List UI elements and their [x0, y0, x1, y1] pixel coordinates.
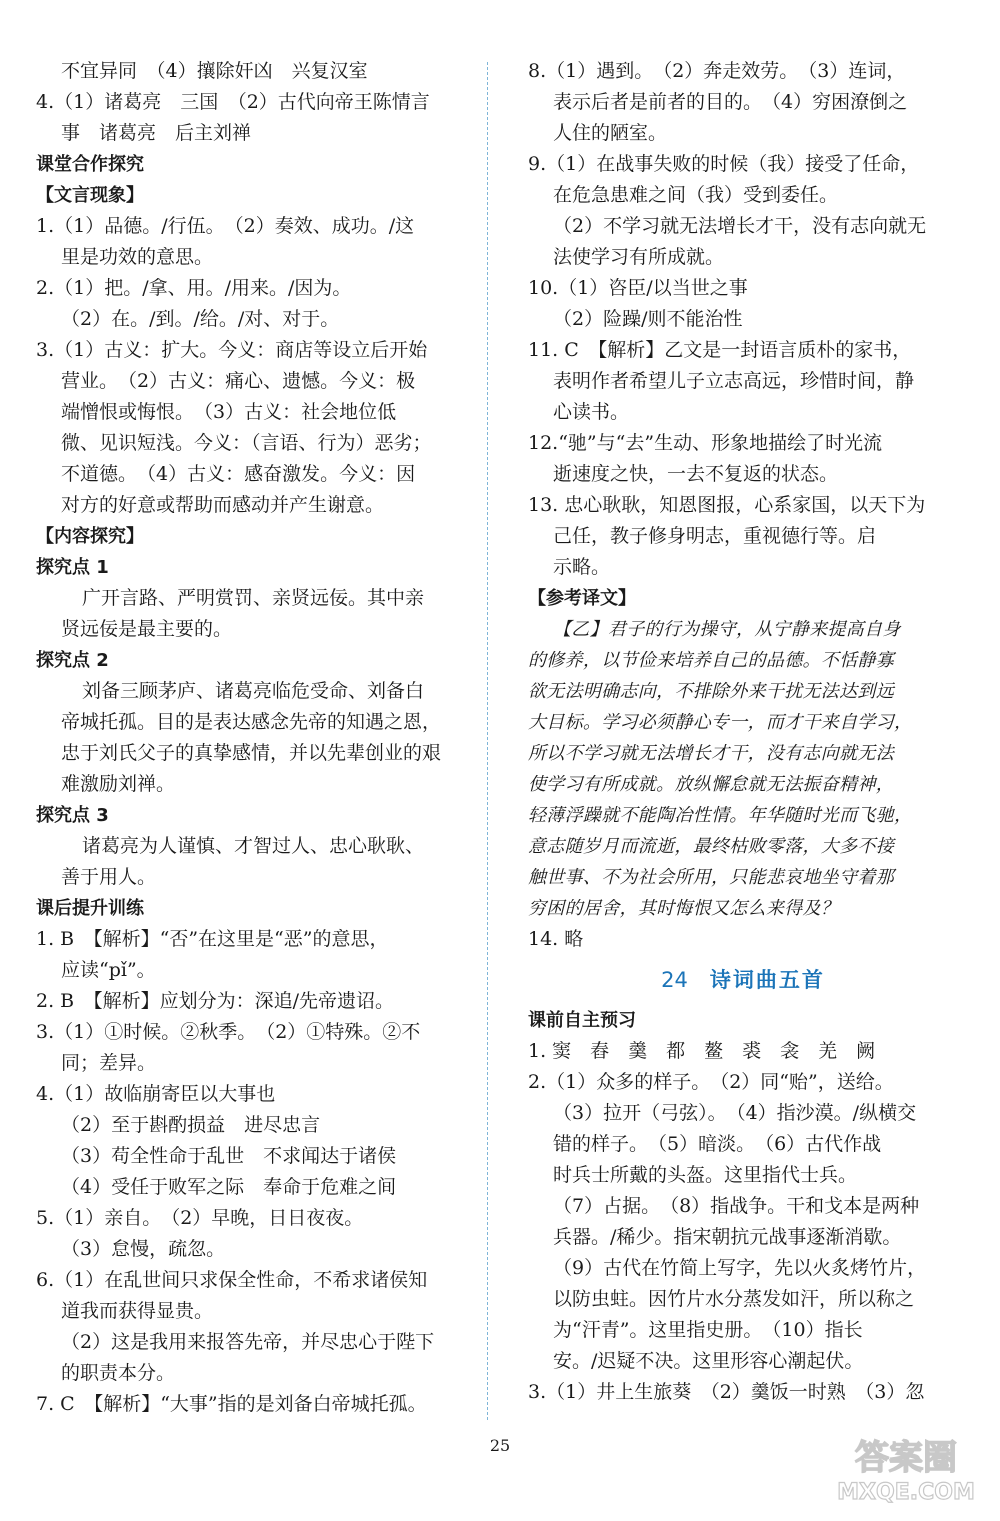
text-line: 同；差异。 [61, 1052, 157, 1074]
text-line: 微、见识短浅。今义：（言语、行为）恶劣； [61, 432, 432, 454]
text-line: 7. C 【解析】“大事”指的是刘备白帝城托孤。 [36, 1393, 427, 1415]
section-heading: 【内容探究】 [36, 526, 144, 547]
text-line: 难激励刘禅。 [61, 773, 176, 795]
watermark-top-text: 答案圈 [855, 1438, 957, 1478]
section-heading: 课前自主预习 [528, 1010, 636, 1031]
text-line: 11. C 【解析】乙文是一封语言质朴的家书， [528, 339, 912, 361]
text-line: 以防虫蛀。因竹片水分蒸发如汗，所以称之 [553, 1288, 915, 1310]
text-line: 使学习有所成就。放纵懈怠就无法振奋精神， [528, 774, 894, 795]
text-line: （3）苟全性命于乱世 不求闻达于诸侯 [61, 1145, 397, 1167]
text-line: 错的样子。 （5）暗淡。 （6）古代作战 [553, 1133, 882, 1155]
text-line: 诸葛亮为人谨慎、才智过人、忠心耿耿、 [82, 835, 425, 857]
text-line: 营业。 （2）古义：痛心、遗憾。今义：极 [61, 370, 416, 392]
watermark-bottom-text: MXQE.COM [837, 1480, 975, 1505]
text-line: 安。/迟疑不决。这里形容心潮起伏。 [553, 1350, 864, 1372]
text-line: （3）拉开（弓弦）。 （4）指沙漠。/纵横交 [553, 1102, 917, 1124]
text-line: 8.（1）遇到。 （2）奔走效劳。 （3）连词， [528, 60, 906, 82]
section-heading: 探究点 3 [36, 805, 109, 826]
left-column [36, 56, 466, 1420]
right-column [528, 56, 958, 1408]
text-line: （4）受任于败军之际 奉命于危难之间 [61, 1176, 397, 1198]
page-number: 25 [489, 1436, 511, 1455]
text-line: 14. 略 [528, 928, 584, 950]
text-line: 6.（1）在乱世间只求保全性命，不希求诸侯知 [36, 1269, 428, 1291]
text-line: 13. 忠心耿耿，知恩图报，心系家国，以天下为 [528, 494, 926, 516]
text-line: 1. B 【解析】“否”在这里是“恶”的意思， [36, 928, 389, 950]
text-line: （3）怠慢，疏忽。 [61, 1238, 226, 1260]
text-line: 穷困的居舍，其时悔恨又怎么来得及？ [528, 898, 840, 919]
text-line: 5.（1）亲自。 （2）早晚，日日夜夜。 [36, 1207, 364, 1229]
text-line: 3.（1）①时候。②秋季。 （2）①特殊。②不 [36, 1021, 421, 1043]
lesson-number: 24 [661, 968, 688, 992]
text-line: 意志随岁月而流逝，最终枯败零落，大多不接 [528, 836, 894, 857]
section-heading: 探究点 2 [36, 650, 109, 671]
text-line: 12.“驰”与“去”生动、形象地描绘了时光流 [528, 432, 883, 454]
text-line: 2.（1）众多的样子。 （2）同“贻”，送给。 [528, 1071, 894, 1093]
text-line: 己任，教子修身明志，重视德行等。启 [553, 525, 877, 547]
text-line: 10.（1）咨臣/以当世之事 [528, 277, 748, 299]
text-line: 轻薄浮躁就不能陶冶性情。年华随时光而飞驰， [528, 805, 913, 826]
text-line: 的职责本分。 [61, 1362, 176, 1384]
text-line: 忠于刘氏父子的真挚感情，并以先辈创业的艰 [61, 742, 442, 764]
text-line: 大目标。学习必须静心专一，而才干来自学习， [528, 712, 913, 733]
text-line: 刘备三顾茅庐、诸葛亮临危受命、刘备白 [82, 680, 425, 702]
text-line: （7）占据。 （8）指战争。干和戈本是两种 [553, 1195, 920, 1217]
text-line: 帝城托孤。目的是表达感念先帝的知遇之恩， [61, 711, 442, 733]
text-line: 为“汗青”。这里指史册。 （10）指长 [553, 1319, 863, 1341]
text-line: 2.（1）把。/拿、用。/用来。/因为。 [36, 277, 352, 299]
text-line: 触世事、不为社会所用，只能悲哀地坐守着那 [528, 867, 894, 888]
section-heading: 【参考译文】 [528, 588, 636, 609]
column-divider [487, 62, 488, 1420]
text-line: 4.（1）故临崩寄臣以大事也 [36, 1083, 276, 1105]
text-line: 欲无法明确志向，不排除外来干扰无法达到远 [528, 681, 894, 702]
text-line: （9）古代在竹简上写字，先以火炙烤竹片， [553, 1257, 927, 1279]
text-line: 3.（1）井上生旅葵 （2）羹饭一时熟 （3）忽 [528, 1381, 925, 1403]
text-line: 1. 窦 舂 羹 都 鳌 裘 衾 羌 阙 [528, 1040, 876, 1062]
right-column-preview [528, 1005, 958, 1408]
text-line: 善于用人。 [61, 866, 157, 888]
text-line: 广开言路、严明赏罚、亲贤远佞。其中亲 [82, 587, 425, 609]
text-line: 事 诸葛亮 后主刘禅 [61, 122, 252, 144]
text-line: 表示后者是前者的目的。 （4）穷困潦倒之 [553, 91, 908, 113]
text-line: 1.（1）品德。/行伍。 （2）奏效、成功。/这 [36, 215, 415, 237]
text-line: 贤远佞是最主要的。 [61, 618, 233, 640]
text-line: 端憎恨或悔恨。 （3）古义：社会地位低 [61, 401, 397, 423]
text-line: 对方的好意或帮助而感动并产生谢意。 [61, 494, 385, 516]
section-heading: 课后提升训练 [36, 898, 144, 919]
text-line: （2）在。/到。/给。/对、对于。 [61, 308, 340, 330]
text-line: 【乙】君子的行为操守，从宁静来提高自身 [553, 619, 901, 640]
text-line: 里是功效的意思。 [61, 246, 214, 268]
lesson-heading [528, 955, 958, 1005]
text-line: 不道德。 （4）古义：感奋激发。今义：因 [61, 463, 416, 485]
text-line: 示略。 [553, 556, 611, 578]
text-line: 人住的陋室。 [553, 122, 668, 144]
watermark-logo [826, 1429, 986, 1507]
text-line: （2）险躁/则不能治性 [553, 308, 743, 330]
section-heading: 【文言现象】 [36, 185, 144, 206]
right-column-answers [528, 56, 958, 955]
lesson-title: 诗词曲五首 [709, 968, 825, 992]
text-line: 逝速度之快，一去不复返的状态。 [553, 463, 839, 485]
text-line: 所以不学习就无法增长才干，没有志向就无法 [528, 743, 894, 764]
text-line: 应读“pǐ”。 [61, 959, 156, 981]
text-line: 4.（1）诸葛亮 三国 （2）古代向帝王陈情言 [36, 91, 430, 113]
text-line: 道我而获得显贵。 [61, 1300, 214, 1322]
text-line: 心读书。 [553, 401, 630, 423]
text-line: 兵器。/稀少。指宋朝抗元战事逐渐消歇。 [553, 1226, 902, 1248]
text-line: （2）这是我用来报答先帝，并尽忠心于陛下 [61, 1331, 435, 1353]
text-line: 不宜异同 （4）攘除奸凶 兴复汉室 [61, 60, 368, 82]
text-line: 的修养，以节俭来培养自己的品德。不恬静寡 [528, 650, 894, 671]
text-line: 时兵士所戴的头盔。这里指代士兵。 [553, 1164, 858, 1186]
text-line: 法使学习有所成就。 [553, 246, 725, 268]
text-line: （2）至于斟酌损益 进尽忠言 [61, 1114, 321, 1136]
text-line: 表明作者希望儿子立志高远，珍惜时间，静 [553, 370, 915, 392]
text-line: 3.（1）古义：扩大。今义：商店等设立后开始 [36, 339, 428, 361]
text-line: （2）不学习就无法增长才干，没有志向就无 [553, 215, 927, 237]
text-line: 2. B 【解析】应划分为：深追/先帝遗诏。 [36, 990, 395, 1012]
text-line: 在危急患难之间（我）受到委任。 [553, 184, 839, 206]
section-heading: 探究点 1 [36, 557, 109, 578]
section-heading: 课堂合作探究 [36, 154, 144, 175]
text-line: 9.（1）在战事失败的时候（我）接受了任命， [528, 153, 920, 175]
